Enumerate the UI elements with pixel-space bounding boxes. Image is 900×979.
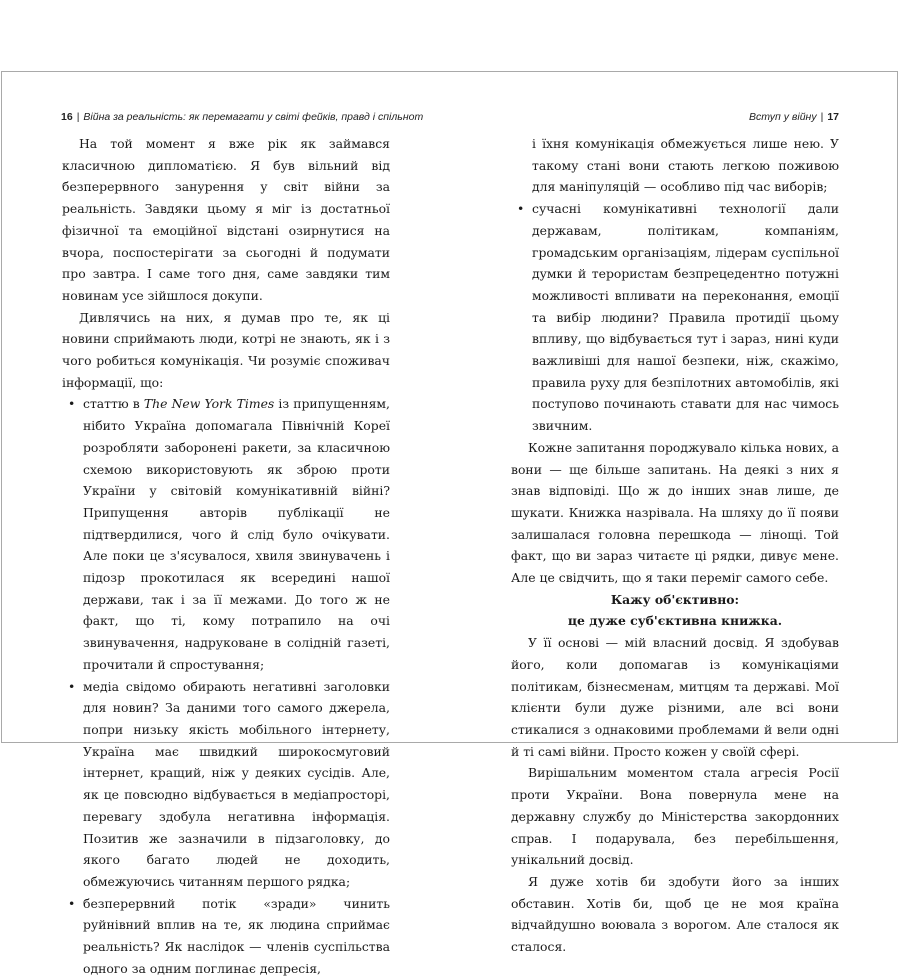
list-item-text-post: із припущенням, нібито Україна допомагала Північній Кореї розробляти заборонені ракети, за класичною схемою використовують як зброю проти України у світовій комунікативній війні? Припущення авторів публікації не підтвердилися, чого й слід було очікувати. Але поки це з'ясувалося, хвиля звинувачень і підозр прокотилася як всередині нашої держави, так і за її межами. До того ж не факт, що ті, кому потрапило на очі звинувачення, надруковане в солідній газеті, прочитали й спростування; [83,396,390,672]
paragraph: Я дуже хотів би здобути його за інших обставин. Хотів би, щоб це не моя країна відчайдушно воювала з ворогом. Але сталося як сталося. [511,873,839,955]
right-running-title: Вступ у війну [749,111,817,123]
bullet-list [511,133,839,437]
left-header-separator: | [76,111,80,123]
paragraph: Дивлячись на них, я думав про те, як ці новини сприймають люди, котрі не знають, як і з чого робиться комунікація. Чи розуміє споживач інформації, що: [62,309,390,390]
list-item-text: і їхня комунікація обмежується лише нею. У такому стані вони стають легкою поживою для маніпуляцій — особливо під час виборів; [532,136,839,195]
list-item [62,893,390,979]
right-page-body [511,133,839,958]
paragraph: Кожне запитання породжувало кілька нових, а вони — ще більше запитань. На деякі з них я знав відповіді. Що ж до інших знав лише, де шукати. Книжка назрівала. На шляху до її появи залишалася головна перешкода — лінощі. Той факт, що ви зараз читаєте ці рядки, дивує мене. Але це свідчить, що я таки переміг самого себе. [511,439,839,586]
left-running-header [61,111,423,123]
list-item-text: сучасні комунікативні технології дали державам, політикам, компаніям, громадським організаціям, лідерам суспільної думки й терористам безпрецедентно потужні можливості впливати на переконання, емоції та вибір людини? Правила протидії цьому впливу, що відбувається тут і зараз, нині куди важливіші для нашої безпеки, ніж, скажімо, правила руху для безпілотних автомобілів, які поступово починають ставати для нас чимось звичним. [532,201,839,434]
list-item-text: безперервний потік «зради» чинить руйнівний вплив на те, як людина сприймає реальність? Як наслідок — членів суспільства одного за одним поглинає депресія, [83,895,390,976]
list-item [62,393,390,675]
paragraph: Вирішальним моментом стала агресія Росії проти України. Вона повернула мене на державну службу до Міністерства закордонних справ. І подарувала, без перебільшення, унікальний досвід. [511,765,839,868]
right-header-separator: | [820,111,824,123]
list-item-text-pre: статтю в [83,396,144,412]
bullet-glyph: • [68,396,76,412]
list-item-continued [511,133,839,198]
paragraph: На той момент я вже рік як займався класичною дипломатією. Я був вільний від безперервного занурення у світ війни за реальність. Завдяки цьому я міг із достатньої фізичної та емоційної відстані озирнутися на вчора, поспостерігати за сьогодні й подумати про завтра. І саме того дня, саме завдяки тим новинам усе зійшлося докупи. [62,136,390,303]
list-item [511,198,839,437]
bullet-list [62,393,390,979]
list-item-text: медіа свідомо обирають негативні заголовки для новин? За даними того самого джерела, попри низьку якість мобільного інтернету, Україна має швидкий широкосмуговий інтернет, кращий, ніж у деяких сусідів. Але, як це повсюдно відбувається в медіапросторі, перевагу здобула негативна інформація. Позитив же зазначили в підзаголовку, до якого багато людей не доходить, обмежуючись читанням першого рядка; [83,678,390,889]
centered-emphasis-line: це дуже суб'єктивна книжка. [567,613,783,629]
right-running-header [749,111,839,123]
left-page-body [62,133,390,979]
centered-emphasis-line: Кажу об'єктивно: [610,591,740,607]
newspaper-title: The New York Times [143,396,275,412]
bullet-glyph: • [68,678,76,694]
paragraph: У її основі — мій власний досвід. Я здобував його, коли допомагав із комунікаціями політикам, бізнесменам, митцям та державі. Мої клієнти були дуже різними, але всі вони стикалися з однаковими проблемами й вели одні й ті самі війни. Просто кожен у своїй сфері. [511,635,839,759]
left-page-number: 16 [61,111,73,123]
left-running-title: Війна за реальність: як перемагати у світі фейків, правд і спільнот [83,111,424,123]
list-item [62,676,390,893]
bullet-glyph: • [68,895,76,911]
right-page-number: 17 [827,111,839,123]
bullet-glyph: • [517,201,525,217]
